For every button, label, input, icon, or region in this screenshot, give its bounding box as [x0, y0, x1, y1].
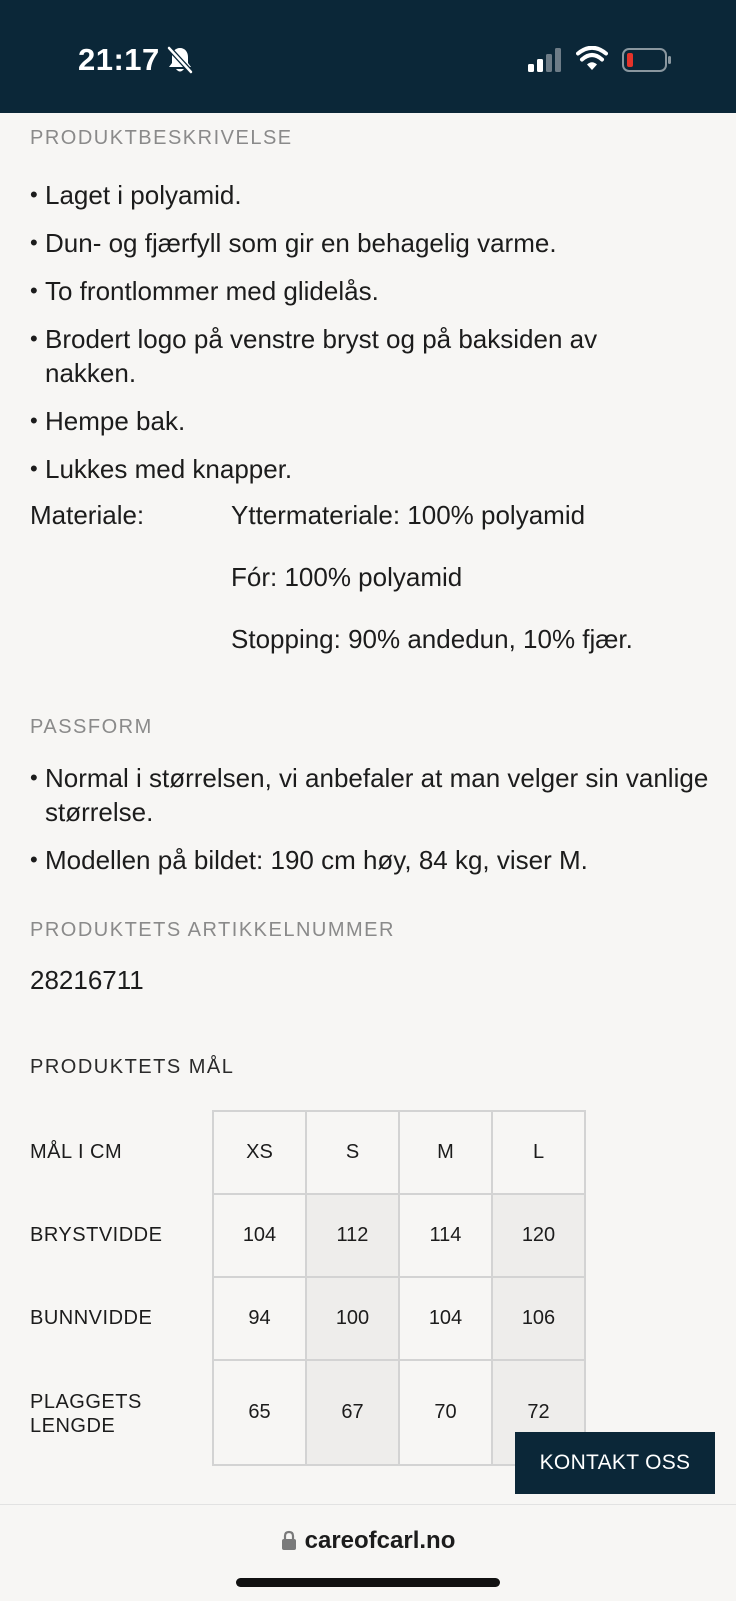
material-filling: Stopping: 90% andedun, 10% fjær. [231, 624, 633, 654]
list-item: • Dun- og fjærfyll som gir en behagelig varme. [30, 226, 710, 260]
list-item: • Brodert logo på venstre bryst og på baksiden av nakken. [30, 322, 710, 390]
table-cell: 94 [213, 1277, 306, 1360]
battery-low-icon [622, 48, 672, 72]
table-cell: 72 [492, 1360, 585, 1465]
list-item: • Laget i polyamid. [30, 178, 710, 212]
table-cell: 100 [306, 1277, 399, 1360]
table-cell: 114 [399, 1194, 492, 1277]
wifi-icon [576, 46, 608, 72]
size-table [212, 1110, 586, 1466]
row-label-chest: BRYSTVIDDE [30, 1224, 163, 1246]
table-cell: 104 [399, 1277, 492, 1360]
size-header-m: M [399, 1111, 492, 1194]
table-row [213, 1194, 585, 1277]
table-cell: 67 [306, 1360, 399, 1465]
list-item: • Modellen på bildet: 190 cm høy, 84 kg, viser M. [30, 843, 710, 877]
material-label: Materiale: [30, 500, 145, 530]
home-indicator[interactable] [236, 1578, 500, 1587]
status-time: 21:17 [78, 42, 160, 77]
table-cell: 104 [213, 1194, 306, 1277]
table-cell: 65 [213, 1360, 306, 1465]
size-header-l: L [492, 1111, 585, 1194]
url-text: careofcarl.no [304, 1527, 456, 1554]
table-cell: 70 [399, 1360, 492, 1465]
description-list [30, 178, 710, 500]
lock-icon [281, 1530, 297, 1550]
status-bar [0, 0, 736, 113]
bell-muted-icon [166, 45, 194, 75]
list-item: • Hempe bak. [30, 404, 710, 438]
size-header-xs: XS [213, 1111, 306, 1194]
unit-label: MÅL I CM [30, 1141, 123, 1163]
table-header-row [213, 1111, 585, 1194]
list-item: • To frontlommer med glidelås. [30, 274, 710, 308]
size-header-s: S [306, 1111, 399, 1194]
article-number: 28216711 [30, 965, 144, 995]
measurements-heading: PRODUKTETS MÅL [30, 1056, 235, 1078]
url-display[interactable] [0, 1527, 736, 1555]
material-outer: Yttermateriale: 100% polyamid [231, 500, 586, 530]
list-item: • Normal i størrelsen, vi anbefaler at man velger sin vanlige størrelse. [30, 761, 710, 829]
table-cell: 112 [306, 1194, 399, 1277]
row-label-length [30, 1390, 142, 1438]
table-row [213, 1277, 585, 1360]
row-label-hem: BUNNVIDDE [30, 1307, 153, 1329]
material-lining: Fór: 100% polyamid [231, 562, 463, 592]
contact-us-button[interactable]: KONTAKT OSS [515, 1432, 715, 1494]
article-heading: PRODUKTETS ARTIKKELNUMMER [30, 919, 395, 941]
description-heading: PRODUKTBESKRIVELSE [30, 127, 293, 149]
table-cell: 120 [492, 1194, 585, 1277]
fit-list [30, 761, 710, 891]
table-cell: 106 [492, 1277, 585, 1360]
fit-heading: PASSFORM [30, 716, 153, 738]
row-label-length-line1: PLAGGETS [30, 1391, 142, 1413]
list-item: • Lukkes med knapper. [30, 452, 710, 486]
row-label-length-line2: LENGDE [30, 1415, 116, 1437]
cellular-signal-icon [528, 48, 564, 72]
